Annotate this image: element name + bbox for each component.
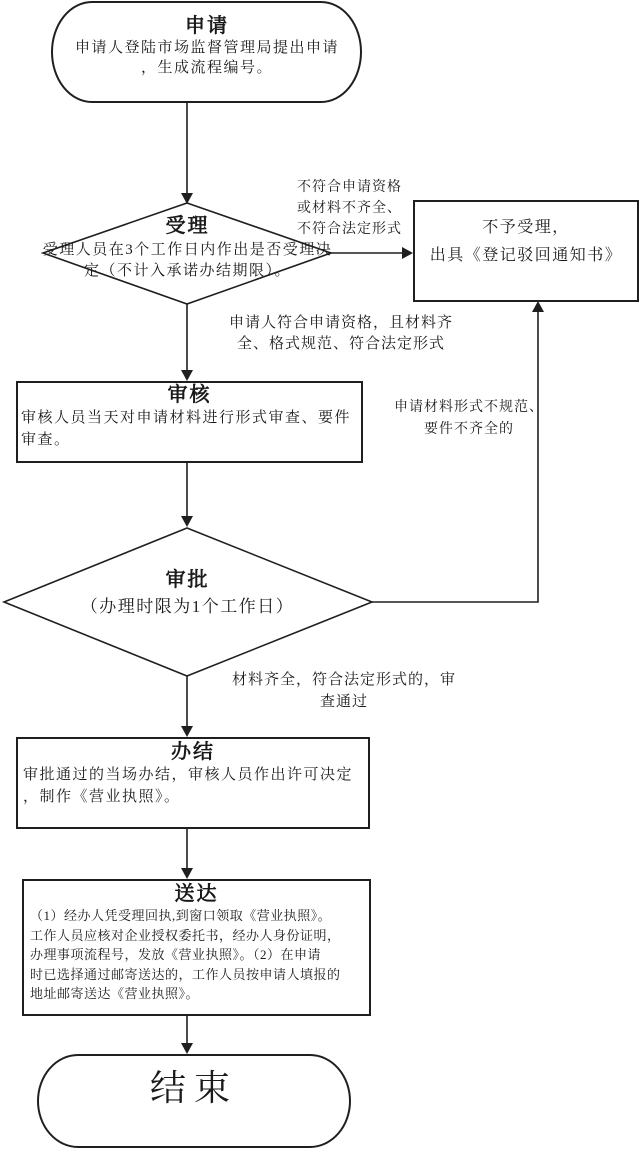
completion-body-line: 审批通过的当场办结，审核人员作出许可决定 bbox=[23, 767, 354, 783]
arrowhead-into-rejection bbox=[402, 247, 413, 259]
review-body-line: 审查。 bbox=[21, 432, 71, 448]
acceptance-body-line: 受理人员在3个工作日内作出是否受理决 bbox=[42, 242, 333, 258]
arrowhead-return-into-rejection bbox=[532, 301, 544, 312]
arrowhead-into-approval bbox=[181, 516, 193, 527]
review-body-line: 审核人员当天对申请材料进行形式审查、要件 bbox=[21, 410, 352, 426]
edge-label-line: 要件不齐全的 bbox=[424, 422, 514, 437]
application-node bbox=[52, 14, 362, 78]
edge-label-line: 申请材料形式不规范、 bbox=[394, 400, 544, 415]
approval-node bbox=[27, 568, 348, 620]
review-title: 审核 bbox=[167, 384, 212, 406]
delivery-node bbox=[23, 882, 370, 1004]
application-body-line: 申请人登陆市场监督管理局提出申请 bbox=[74, 40, 339, 56]
application-title: 申请 bbox=[185, 15, 229, 37]
arrowhead-into-end bbox=[181, 1043, 193, 1054]
edge-label-line: 不符合申请资格 bbox=[297, 180, 402, 195]
delivery-body-line: （1）经办人凭受理回执,到窗口领取《营业执照》。 bbox=[30, 908, 332, 923]
arrowhead-into-delivery bbox=[181, 868, 193, 879]
application-body-line: ，生成流程编号。 bbox=[140, 60, 273, 76]
completion-body-line: ，制作《营业执照》。 bbox=[23, 789, 181, 805]
delivery-body-line: 地址邮寄送达《营业执照》。 bbox=[30, 986, 200, 1001]
edge-label-line: 不符合法定形式 bbox=[297, 222, 402, 237]
edge-label-line: 申请人符合申请资格，且材料齐 bbox=[228, 315, 453, 331]
completion-node bbox=[17, 740, 369, 808]
approval-title: 审批 bbox=[165, 569, 210, 591]
edge-label-return-reason bbox=[388, 397, 550, 441]
arrowhead-into-review bbox=[181, 370, 193, 381]
rejection-body-line: 不予受理， bbox=[482, 219, 570, 236]
delivery-title: 送达 bbox=[174, 883, 219, 905]
acceptance-body-line: 定（不计入承诺办结期限）。 bbox=[83, 263, 291, 279]
review-node bbox=[17, 383, 362, 451]
edge-label-line: 全、格式规范、符合法定形式 bbox=[236, 336, 445, 352]
delivery-body-line: 办理事项流程号，发放《营业执照》。（2）在申请 bbox=[30, 947, 322, 962]
edge-label-reject-reason bbox=[297, 177, 427, 240]
edge-label-line: 材料齐全，符合法定形式的，审 bbox=[231, 672, 456, 688]
delivery-body-line: 工作人员应核对企业授权委托书，经办人身份证明， bbox=[30, 927, 341, 943]
acceptance-title: 受理 bbox=[165, 215, 210, 237]
edge-label-approve-condition bbox=[190, 669, 498, 713]
delivery-body-line: 时已选择通过邮寄送达的，工作人员按申请人填报的 bbox=[30, 966, 341, 982]
edge-label-line: 查通过 bbox=[319, 694, 368, 710]
rejection-node bbox=[414, 214, 638, 270]
approval-subtitle: （办理时限为1个工作日） bbox=[80, 597, 295, 616]
completion-title: 办结 bbox=[171, 741, 215, 763]
edge-label-accept-condition bbox=[185, 313, 497, 355]
end-title: 结束 bbox=[149, 1068, 238, 1108]
rejection-body-line: 出具《登记驳回通知书》 bbox=[429, 247, 623, 264]
arrowhead-into-completion bbox=[181, 726, 193, 737]
edge-label-line: 或材料不齐全、 bbox=[297, 201, 402, 216]
end-node bbox=[38, 1060, 350, 1111]
